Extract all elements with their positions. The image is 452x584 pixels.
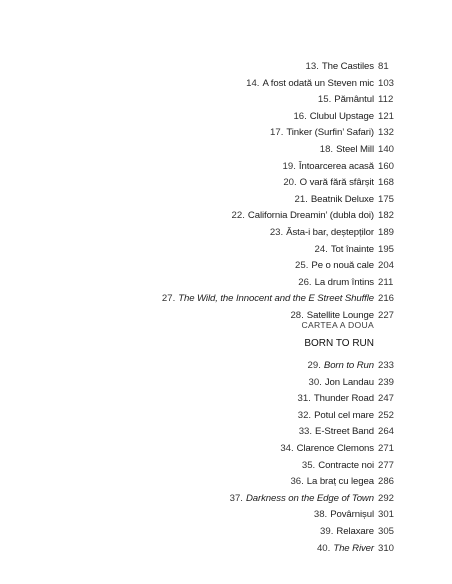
part-label: CARTEA A DOUA (301, 320, 374, 330)
chapter-number: 18. (319, 144, 334, 155)
page-number: 310 (378, 542, 395, 554)
chapter-number: 29. (307, 360, 321, 371)
page-number: 189 (378, 227, 395, 238)
toc-entry (318, 91, 374, 108)
chapter-number: 24. (314, 243, 328, 255)
page-number: 140 (378, 144, 395, 155)
page-number: 305 (378, 526, 395, 537)
toc-entry (314, 506, 374, 523)
chapter-number: 32. (297, 409, 312, 421)
toc-entry (298, 274, 374, 291)
chapter-title: Steel Mill (336, 144, 374, 155)
chapter-title: Satellite Lounge (306, 310, 374, 321)
chapter-title: Potul cel mare (314, 409, 374, 421)
chapter-title: O vară fără sfârșit (299, 177, 374, 189)
chapter-number: 17. (270, 127, 284, 139)
chapter-number: 16. (293, 110, 307, 122)
chapter-title: The Wild, the Innocent and the E Street Shuffle (178, 293, 374, 305)
page-number: 301 (378, 509, 395, 521)
chapter-title: Tinker (Surfin’ Safari) (286, 127, 374, 139)
chapter-title: La drum întins (314, 276, 374, 288)
chapter-title: Ăsta-i bar, deștepților (286, 227, 374, 238)
chapter-number: 14. (246, 77, 260, 89)
page-number: 271 (378, 443, 395, 454)
chapter-title: The River (333, 542, 374, 554)
chapter-title: Jon Landau (324, 376, 374, 388)
page-number: 292 (378, 492, 395, 504)
chapter-title: Tot înainte (330, 243, 374, 255)
toc-entry (230, 490, 374, 507)
chapter-title: La braț cu legea (306, 476, 374, 488)
page-number: 103 (378, 77, 395, 89)
chapter-number: 35. (301, 459, 316, 471)
toc-entry (246, 75, 374, 92)
chapter-number: 37. (229, 492, 243, 504)
chapter-title: E-Street Band (315, 426, 374, 438)
chapter-number: 26. (298, 276, 312, 288)
part-title: BORN TO RUN (304, 338, 374, 349)
chapter-title: Povârnișul (330, 509, 374, 521)
page-number: 277 (378, 459, 395, 471)
toc-entry (320, 141, 374, 158)
chapter-number: 30. (308, 376, 322, 388)
chapter-number: 28. (290, 310, 304, 321)
page-number: 81 (378, 61, 389, 72)
chapter-title: Contracte noi (318, 459, 374, 471)
chapter-number: 39. (320, 526, 334, 537)
page-number: 204 (378, 260, 395, 272)
toc-entry (320, 523, 374, 540)
chapter-number: 23. (269, 227, 284, 238)
chapter-title: Born to Run (323, 360, 374, 371)
chapter-title: Beatnik Deluxe (310, 193, 374, 205)
page-number: 286 (378, 476, 395, 488)
page-number: 227 (378, 310, 395, 321)
page-number: 211 (378, 276, 394, 288)
toc-entry (283, 158, 374, 175)
chapter-number: 13. (305, 61, 319, 72)
page-number: 239 (378, 376, 395, 388)
toc-entry (295, 257, 374, 274)
toc-entry (270, 224, 374, 241)
page-number: 112 (378, 94, 394, 106)
toc-entry (298, 390, 374, 407)
page-number: 233 (378, 360, 395, 371)
chapter-number: 21. (294, 193, 308, 205)
chapter-title: Clarence Clemons (296, 443, 374, 454)
chapter-number: 25. (295, 260, 309, 272)
chapter-title: Pământul (334, 94, 374, 106)
toc-entry (302, 457, 374, 474)
chapter-number: 34. (280, 443, 294, 454)
chapter-number: 20. (283, 177, 297, 189)
chapter-title: Darkness on the Edge of Town (245, 492, 374, 504)
toc-entry (298, 407, 374, 424)
chapter-number: 33. (298, 426, 313, 438)
chapter-title: A fost odată un Steven mic (262, 77, 374, 89)
chapter-number: 19. (282, 160, 296, 172)
chapter-number: 22. (231, 210, 245, 222)
toc-entry (293, 108, 374, 125)
toc-entry (314, 241, 374, 258)
toc-entry (162, 290, 374, 307)
chapter-number: 15. (317, 94, 332, 106)
chapter-number: 38. (313, 509, 328, 521)
toc-entry (299, 423, 374, 440)
page-number: 195 (378, 243, 395, 255)
chapter-title: Thunder Road (313, 393, 374, 405)
chapter-title: California Dreamin’ (dubla doi) (247, 210, 374, 222)
toc-entry (290, 473, 374, 490)
chapter-number: 40. (316, 542, 331, 554)
page-number: 182 (378, 210, 395, 222)
chapter-title: The Castiles (321, 61, 374, 72)
chapter-number: 27. (161, 293, 176, 305)
page-number: 121 (378, 110, 395, 122)
page-number: 216 (378, 293, 395, 305)
page-number: 175 (378, 193, 395, 205)
toc-entry (309, 374, 375, 391)
toc-entry (270, 124, 374, 141)
toc-entry (283, 174, 374, 191)
toc-entry (280, 440, 374, 457)
chapter-number: 36. (290, 476, 304, 488)
page-number: 168 (378, 177, 395, 189)
page-number: 247 (378, 393, 395, 405)
chapter-title: Întoarcerea acasă (298, 160, 374, 172)
page-number: 160 (378, 160, 395, 172)
page-number: 264 (378, 426, 395, 438)
page-number: 132 (378, 127, 395, 139)
chapter-title: Relaxare (336, 526, 374, 537)
chapter-title: Clubul Upstage (309, 110, 374, 122)
chapter-title: Pe o nouă cale (311, 260, 374, 272)
toc-entry (317, 540, 374, 557)
page-number: 252 (378, 409, 395, 421)
toc-entry (308, 357, 374, 374)
toc-entry (295, 191, 374, 208)
toc-entry (232, 207, 374, 224)
chapter-number: 31. (297, 393, 311, 405)
toc-entry (306, 58, 374, 75)
